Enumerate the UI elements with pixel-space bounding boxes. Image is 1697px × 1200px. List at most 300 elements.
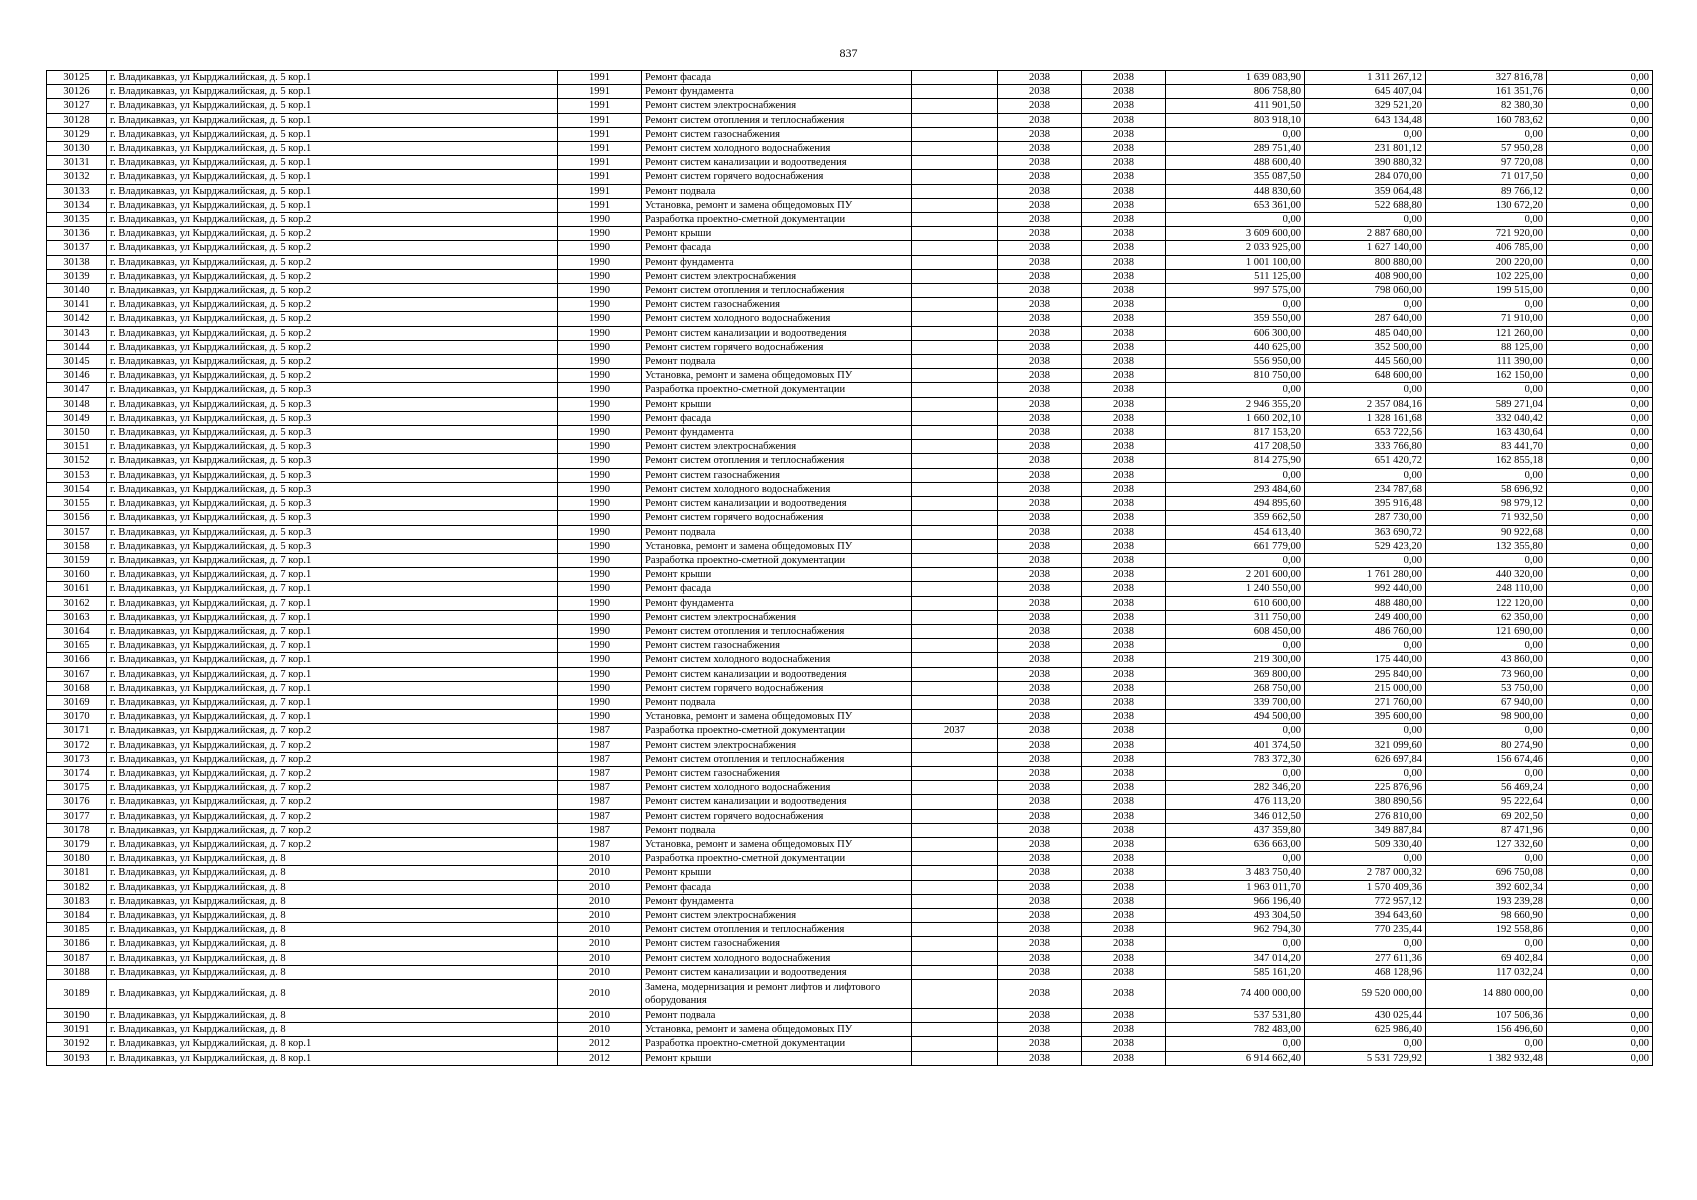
work-type-cell: Ремонт систем электроснабжения (642, 908, 912, 922)
table-row (47, 766, 1653, 780)
year-start-cell: 2038 (998, 908, 1082, 922)
row-id-cell: 30167 (47, 667, 107, 681)
year-planned-cell (912, 184, 998, 198)
year-start-cell: 2038 (998, 809, 1082, 823)
work-type-cell: Ремонт систем газоснабжения (642, 127, 912, 141)
address-cell: г. Владикавказ, ул Кырджалийская, д. 7 кор.1 (107, 596, 558, 610)
fund-amount-cell: 175 440,00 (1305, 653, 1426, 667)
year-start-cell: 2038 (998, 71, 1082, 85)
address-cell: г. Владикавказ, ул Кырджалийская, д. 5 кор.2 (107, 340, 558, 354)
other-amount-cell: 0,00 (1547, 752, 1653, 766)
table-row (47, 85, 1653, 99)
owner-amount-cell: 248 110,00 (1426, 582, 1547, 596)
year-start-cell: 2038 (998, 639, 1082, 653)
year-planned-cell (912, 923, 998, 937)
address-cell: г. Владикавказ, ул Кырджалийская, д. 8 (107, 852, 558, 866)
year-start-cell: 2038 (998, 681, 1082, 695)
year-end-cell: 2038 (1082, 71, 1166, 85)
row-id-cell: 30132 (47, 170, 107, 184)
work-type-cell: Ремонт систем холодного водоснабжения (642, 312, 912, 326)
row-id-cell: 30156 (47, 511, 107, 525)
build-year-cell: 1987 (558, 795, 642, 809)
fund-amount-cell: 395 600,00 (1305, 710, 1426, 724)
address-cell: г. Владикавказ, ул Кырджалийская, д. 8 (107, 894, 558, 908)
build-year-cell: 1990 (558, 553, 642, 567)
year-planned-cell (912, 355, 998, 369)
work-type-cell: Ремонт фасада (642, 411, 912, 425)
year-end-cell: 2038 (1082, 624, 1166, 638)
build-year-cell: 2010 (558, 852, 642, 866)
year-start-cell: 2038 (998, 355, 1082, 369)
total-cost-cell: 0,00 (1166, 639, 1305, 653)
other-amount-cell: 0,00 (1547, 482, 1653, 496)
year-start-cell: 2038 (998, 326, 1082, 340)
address-cell: г. Владикавказ, ул Кырджалийская, д. 7 кор.2 (107, 724, 558, 738)
year-end-cell: 2038 (1082, 284, 1166, 298)
owner-amount-cell: 0,00 (1426, 468, 1547, 482)
build-year-cell: 1991 (558, 170, 642, 184)
row-id-cell: 30177 (47, 809, 107, 823)
work-type-cell: Ремонт систем отопления и теплоснабжения (642, 923, 912, 937)
year-planned-cell (912, 766, 998, 780)
other-amount-cell: 0,00 (1547, 142, 1653, 156)
row-id-cell: 30172 (47, 738, 107, 752)
owner-amount-cell: 117 032,24 (1426, 965, 1547, 979)
other-amount-cell: 0,00 (1547, 411, 1653, 425)
row-id-cell: 30148 (47, 397, 107, 411)
build-year-cell: 1987 (558, 766, 642, 780)
other-amount-cell: 0,00 (1547, 71, 1653, 85)
row-id-cell: 30164 (47, 624, 107, 638)
owner-amount-cell: 200 220,00 (1426, 255, 1547, 269)
year-end-cell: 2038 (1082, 1037, 1166, 1051)
table-row (47, 142, 1653, 156)
year-end-cell: 2038 (1082, 852, 1166, 866)
build-year-cell: 1991 (558, 156, 642, 170)
owner-amount-cell: 14 880 000,00 (1426, 980, 1547, 1009)
other-amount-cell: 0,00 (1547, 923, 1653, 937)
total-cost-cell: 311 750,00 (1166, 610, 1305, 624)
other-amount-cell: 0,00 (1547, 781, 1653, 795)
fund-amount-cell: 522 688,80 (1305, 198, 1426, 212)
year-end-cell: 2038 (1082, 639, 1166, 653)
year-start-cell: 2038 (998, 127, 1082, 141)
work-type-cell: Установка, ремонт и замена общедомовых ПУ (642, 539, 912, 553)
row-id-cell: 30171 (47, 724, 107, 738)
year-planned-cell (912, 369, 998, 383)
year-planned-cell (912, 568, 998, 582)
build-year-cell: 1987 (558, 738, 642, 752)
total-cost-cell: 346 012,50 (1166, 809, 1305, 823)
row-id-cell: 30144 (47, 340, 107, 354)
owner-amount-cell: 80 274,90 (1426, 738, 1547, 752)
year-start-cell: 2038 (998, 497, 1082, 511)
year-start-cell: 2038 (998, 667, 1082, 681)
address-cell: г. Владикавказ, ул Кырджалийская, д. 5 кор.1 (107, 170, 558, 184)
other-amount-cell: 0,00 (1547, 667, 1653, 681)
fund-amount-cell: 529 423,20 (1305, 539, 1426, 553)
build-year-cell: 1987 (558, 781, 642, 795)
year-planned-cell (912, 454, 998, 468)
owner-amount-cell: 0,00 (1426, 639, 1547, 653)
address-cell: г. Владикавказ, ул Кырджалийская, д. 5 кор.1 (107, 71, 558, 85)
year-start-cell: 2038 (998, 440, 1082, 454)
year-start-cell: 2038 (998, 539, 1082, 553)
address-cell: г. Владикавказ, ул Кырджалийская, д. 8 (107, 965, 558, 979)
address-cell: г. Владикавказ, ул Кырджалийская, д. 5 кор.3 (107, 440, 558, 454)
fund-amount-cell: 645 407,04 (1305, 85, 1426, 99)
year-planned-cell (912, 213, 998, 227)
total-cost-cell: 585 161,20 (1166, 965, 1305, 979)
total-cost-cell: 476 113,20 (1166, 795, 1305, 809)
fund-amount-cell: 653 722,56 (1305, 426, 1426, 440)
build-year-cell: 2010 (558, 1023, 642, 1037)
table-row (47, 624, 1653, 638)
fund-amount-cell: 359 064,48 (1305, 184, 1426, 198)
total-cost-cell: 411 901,50 (1166, 99, 1305, 113)
year-end-cell: 2038 (1082, 553, 1166, 567)
year-end-cell: 2038 (1082, 184, 1166, 198)
fund-amount-cell: 0,00 (1305, 639, 1426, 653)
year-planned-cell (912, 511, 998, 525)
table-row (47, 298, 1653, 312)
year-start-cell: 2038 (998, 852, 1082, 866)
year-planned-cell (912, 255, 998, 269)
work-type-cell: Ремонт систем холодного водоснабжения (642, 951, 912, 965)
row-id-cell: 30135 (47, 213, 107, 227)
row-id-cell: 30130 (47, 142, 107, 156)
year-end-cell: 2038 (1082, 326, 1166, 340)
fund-amount-cell: 651 420,72 (1305, 454, 1426, 468)
year-start-cell: 2038 (998, 724, 1082, 738)
year-start-cell: 2038 (998, 894, 1082, 908)
year-planned-cell (912, 1051, 998, 1065)
work-type-cell: Ремонт систем горячего водоснабжения (642, 340, 912, 354)
year-start-cell: 2038 (998, 695, 1082, 709)
row-id-cell: 30155 (47, 497, 107, 511)
work-type-cell: Ремонт систем отопления и теплоснабжения (642, 284, 912, 298)
work-type-cell: Разработка проектно-сметной документации (642, 553, 912, 567)
address-cell: г. Владикавказ, ул Кырджалийская, д. 5 кор.2 (107, 326, 558, 340)
total-cost-cell: 806 758,80 (1166, 85, 1305, 99)
table-row (47, 781, 1653, 795)
year-planned-cell (912, 298, 998, 312)
fund-amount-cell: 2 357 084,16 (1305, 397, 1426, 411)
address-cell: г. Владикавказ, ул Кырджалийская, д. 7 кор.1 (107, 710, 558, 724)
owner-amount-cell: 127 332,60 (1426, 837, 1547, 851)
fund-amount-cell: 798 060,00 (1305, 284, 1426, 298)
build-year-cell: 2010 (558, 866, 642, 880)
work-type-cell: Ремонт систем холодного водоснабжения (642, 142, 912, 156)
total-cost-cell: 0,00 (1166, 298, 1305, 312)
other-amount-cell: 0,00 (1547, 695, 1653, 709)
build-year-cell: 1990 (558, 255, 642, 269)
year-start-cell: 2038 (998, 142, 1082, 156)
year-end-cell: 2038 (1082, 355, 1166, 369)
year-start-cell: 2038 (998, 1009, 1082, 1023)
year-start-cell: 2038 (998, 752, 1082, 766)
table-body (47, 71, 1653, 1066)
build-year-cell: 2010 (558, 965, 642, 979)
build-year-cell: 1990 (558, 525, 642, 539)
total-cost-cell: 0,00 (1166, 127, 1305, 141)
other-amount-cell: 0,00 (1547, 766, 1653, 780)
other-amount-cell: 0,00 (1547, 454, 1653, 468)
address-cell: г. Владикавказ, ул Кырджалийская, д. 5 кор.2 (107, 312, 558, 326)
table-row (47, 837, 1653, 851)
row-id-cell: 30168 (47, 681, 107, 695)
fund-amount-cell: 0,00 (1305, 766, 1426, 780)
fund-amount-cell: 287 730,00 (1305, 511, 1426, 525)
work-type-cell: Установка, ремонт и замена общедомовых ПУ (642, 710, 912, 724)
table-row (47, 525, 1653, 539)
other-amount-cell: 0,00 (1547, 227, 1653, 241)
other-amount-cell: 0,00 (1547, 383, 1653, 397)
row-id-cell: 30169 (47, 695, 107, 709)
owner-amount-cell: 88 125,00 (1426, 340, 1547, 354)
table-row (47, 937, 1653, 951)
owner-amount-cell: 71 932,50 (1426, 511, 1547, 525)
row-id-cell: 30140 (47, 284, 107, 298)
row-id-cell: 30184 (47, 908, 107, 922)
owner-amount-cell: 121 260,00 (1426, 326, 1547, 340)
other-amount-cell: 0,00 (1547, 525, 1653, 539)
year-start-cell: 2038 (998, 568, 1082, 582)
table-row (47, 695, 1653, 709)
build-year-cell: 1990 (558, 397, 642, 411)
build-year-cell: 2012 (558, 1051, 642, 1065)
owner-amount-cell: 589 271,04 (1426, 397, 1547, 411)
owner-amount-cell: 332 040,42 (1426, 411, 1547, 425)
total-cost-cell: 0,00 (1166, 852, 1305, 866)
owner-amount-cell: 102 225,00 (1426, 269, 1547, 283)
address-cell: г. Владикавказ, ул Кырджалийская, д. 7 кор.1 (107, 582, 558, 596)
other-amount-cell: 0,00 (1547, 965, 1653, 979)
other-amount-cell: 0,00 (1547, 255, 1653, 269)
other-amount-cell: 0,00 (1547, 610, 1653, 624)
year-planned-cell (912, 795, 998, 809)
fund-amount-cell: 0,00 (1305, 468, 1426, 482)
other-amount-cell: 0,00 (1547, 724, 1653, 738)
total-cost-cell: 814 275,90 (1166, 454, 1305, 468)
owner-amount-cell: 0,00 (1426, 766, 1547, 780)
address-cell: г. Владикавказ, ул Кырджалийская, д. 8 (107, 980, 558, 1009)
row-id-cell: 30153 (47, 468, 107, 482)
owner-amount-cell: 0,00 (1426, 852, 1547, 866)
owner-amount-cell: 98 979,12 (1426, 497, 1547, 511)
build-year-cell: 1990 (558, 426, 642, 440)
year-start-cell: 2038 (998, 511, 1082, 525)
work-type-cell: Ремонт систем электроснабжения (642, 440, 912, 454)
work-type-cell: Разработка проектно-сметной документации (642, 383, 912, 397)
build-year-cell: 2010 (558, 880, 642, 894)
year-planned-cell (912, 1023, 998, 1037)
fund-amount-cell: 430 025,44 (1305, 1009, 1426, 1023)
row-id-cell: 30165 (47, 639, 107, 653)
fund-amount-cell: 321 099,60 (1305, 738, 1426, 752)
year-planned-cell (912, 710, 998, 724)
total-cost-cell: 219 300,00 (1166, 653, 1305, 667)
year-end-cell: 2038 (1082, 937, 1166, 951)
other-amount-cell: 0,00 (1547, 1023, 1653, 1037)
year-end-cell: 2038 (1082, 866, 1166, 880)
other-amount-cell: 0,00 (1547, 951, 1653, 965)
address-cell: г. Владикавказ, ул Кырджалийская, д. 7 кор.1 (107, 653, 558, 667)
table-row (47, 639, 1653, 653)
address-cell: г. Владикавказ, ул Кырджалийская, д. 7 кор.2 (107, 809, 558, 823)
owner-amount-cell: 132 355,80 (1426, 539, 1547, 553)
total-cost-cell: 3 483 750,40 (1166, 866, 1305, 880)
build-year-cell: 1987 (558, 724, 642, 738)
row-id-cell: 30143 (47, 326, 107, 340)
row-id-cell: 30139 (47, 269, 107, 283)
year-end-cell: 2038 (1082, 170, 1166, 184)
total-cost-cell: 0,00 (1166, 766, 1305, 780)
row-id-cell: 30125 (47, 71, 107, 85)
build-year-cell: 1990 (558, 383, 642, 397)
address-cell: г. Владикавказ, ул Кырджалийская, д. 8 (107, 951, 558, 965)
year-end-cell: 2038 (1082, 1009, 1166, 1023)
total-cost-cell: 962 794,30 (1166, 923, 1305, 937)
year-start-cell: 2038 (998, 795, 1082, 809)
work-type-cell: Ремонт крыши (642, 866, 912, 880)
year-planned-cell (912, 142, 998, 156)
other-amount-cell: 0,00 (1547, 397, 1653, 411)
row-id-cell: 30170 (47, 710, 107, 724)
address-cell: г. Владикавказ, ул Кырджалийская, д. 8 (107, 1009, 558, 1023)
address-cell: г. Владикавказ, ул Кырджалийская, д. 7 кор.1 (107, 639, 558, 653)
fund-amount-cell: 1 328 161,68 (1305, 411, 1426, 425)
other-amount-cell: 0,00 (1547, 539, 1653, 553)
fund-amount-cell: 626 697,84 (1305, 752, 1426, 766)
other-amount-cell: 0,00 (1547, 880, 1653, 894)
year-start-cell: 2038 (998, 312, 1082, 326)
owner-amount-cell: 0,00 (1426, 937, 1547, 951)
year-end-cell: 2038 (1082, 837, 1166, 851)
owner-amount-cell: 721 920,00 (1426, 227, 1547, 241)
total-cost-cell: 537 531,80 (1166, 1009, 1305, 1023)
owner-amount-cell: 161 351,76 (1426, 85, 1547, 99)
year-planned-cell (912, 980, 998, 1009)
year-start-cell: 2038 (998, 85, 1082, 99)
fund-amount-cell: 1 311 267,12 (1305, 71, 1426, 85)
work-type-cell: Ремонт фундамента (642, 426, 912, 440)
row-id-cell: 30145 (47, 355, 107, 369)
year-end-cell: 2038 (1082, 127, 1166, 141)
total-cost-cell: 783 372,30 (1166, 752, 1305, 766)
year-planned-cell (912, 340, 998, 354)
total-cost-cell: 359 662,50 (1166, 511, 1305, 525)
total-cost-cell: 355 087,50 (1166, 170, 1305, 184)
row-id-cell: 30176 (47, 795, 107, 809)
address-cell: г. Владикавказ, ул Кырджалийская, д. 5 кор.2 (107, 284, 558, 298)
table-row (47, 866, 1653, 880)
row-id-cell: 30191 (47, 1023, 107, 1037)
year-start-cell: 2038 (998, 170, 1082, 184)
year-end-cell: 2038 (1082, 908, 1166, 922)
year-end-cell: 2038 (1082, 823, 1166, 837)
year-planned-cell (912, 781, 998, 795)
year-end-cell: 2038 (1082, 653, 1166, 667)
table-row (47, 653, 1653, 667)
work-type-cell: Ремонт подвала (642, 525, 912, 539)
total-cost-cell: 0,00 (1166, 937, 1305, 951)
year-end-cell: 2038 (1082, 269, 1166, 283)
address-cell: г. Владикавказ, ул Кырджалийская, д. 8 (107, 923, 558, 937)
other-amount-cell: 0,00 (1547, 795, 1653, 809)
year-planned-cell (912, 426, 998, 440)
fund-amount-cell: 770 235,44 (1305, 923, 1426, 937)
owner-amount-cell: 130 672,20 (1426, 198, 1547, 212)
other-amount-cell: 0,00 (1547, 710, 1653, 724)
build-year-cell: 1991 (558, 71, 642, 85)
fund-amount-cell: 271 760,00 (1305, 695, 1426, 709)
build-year-cell: 1991 (558, 99, 642, 113)
address-cell: г. Владикавказ, ул Кырджалийская, д. 5 кор.1 (107, 156, 558, 170)
table-row (47, 241, 1653, 255)
build-year-cell: 1990 (558, 411, 642, 425)
address-cell: г. Владикавказ, ул Кырджалийская, д. 8 (107, 866, 558, 880)
owner-amount-cell: 0,00 (1426, 127, 1547, 141)
year-planned-cell (912, 326, 998, 340)
address-cell: г. Владикавказ, ул Кырджалийская, д. 5 кор.2 (107, 227, 558, 241)
fund-amount-cell: 509 330,40 (1305, 837, 1426, 851)
total-cost-cell: 2 033 925,00 (1166, 241, 1305, 255)
address-cell: г. Владикавказ, ул Кырджалийская, д. 7 кор.2 (107, 766, 558, 780)
other-amount-cell: 0,00 (1547, 426, 1653, 440)
year-planned-cell (912, 681, 998, 695)
year-start-cell: 2038 (998, 1023, 1082, 1037)
address-cell: г. Владикавказ, ул Кырджалийская, д. 5 кор.3 (107, 397, 558, 411)
fund-amount-cell: 992 440,00 (1305, 582, 1426, 596)
year-end-cell: 2038 (1082, 1023, 1166, 1037)
table-row (47, 965, 1653, 979)
table-row (47, 170, 1653, 184)
fund-amount-cell: 287 640,00 (1305, 312, 1426, 326)
table-row (47, 255, 1653, 269)
table-row (47, 127, 1653, 141)
other-amount-cell: 0,00 (1547, 866, 1653, 880)
fund-amount-cell: 468 128,96 (1305, 965, 1426, 979)
owner-amount-cell: 82 380,30 (1426, 99, 1547, 113)
year-end-cell: 2038 (1082, 156, 1166, 170)
address-cell: г. Владикавказ, ул Кырджалийская, д. 5 кор.1 (107, 184, 558, 198)
work-type-cell: Ремонт систем газоснабжения (642, 766, 912, 780)
other-amount-cell: 0,00 (1547, 184, 1653, 198)
table-row (47, 482, 1653, 496)
year-planned-cell (912, 312, 998, 326)
owner-amount-cell: 90 922,68 (1426, 525, 1547, 539)
year-end-cell: 2038 (1082, 596, 1166, 610)
work-type-cell: Ремонт подвала (642, 823, 912, 837)
total-cost-cell: 2 201 600,00 (1166, 568, 1305, 582)
row-id-cell: 30174 (47, 766, 107, 780)
year-planned-cell (912, 156, 998, 170)
total-cost-cell: 417 208,50 (1166, 440, 1305, 454)
year-planned-cell: 2037 (912, 724, 998, 738)
work-type-cell: Ремонт систем канализации и водоотведения (642, 667, 912, 681)
table-row (47, 980, 1653, 1009)
build-year-cell: 2010 (558, 894, 642, 908)
work-type-cell: Ремонт систем горячего водоснабжения (642, 511, 912, 525)
total-cost-cell: 0,00 (1166, 553, 1305, 567)
fund-amount-cell: 772 957,12 (1305, 894, 1426, 908)
year-start-cell: 2038 (998, 213, 1082, 227)
build-year-cell: 2010 (558, 937, 642, 951)
year-end-cell: 2038 (1082, 568, 1166, 582)
year-end-cell: 2038 (1082, 468, 1166, 482)
year-end-cell: 2038 (1082, 482, 1166, 496)
